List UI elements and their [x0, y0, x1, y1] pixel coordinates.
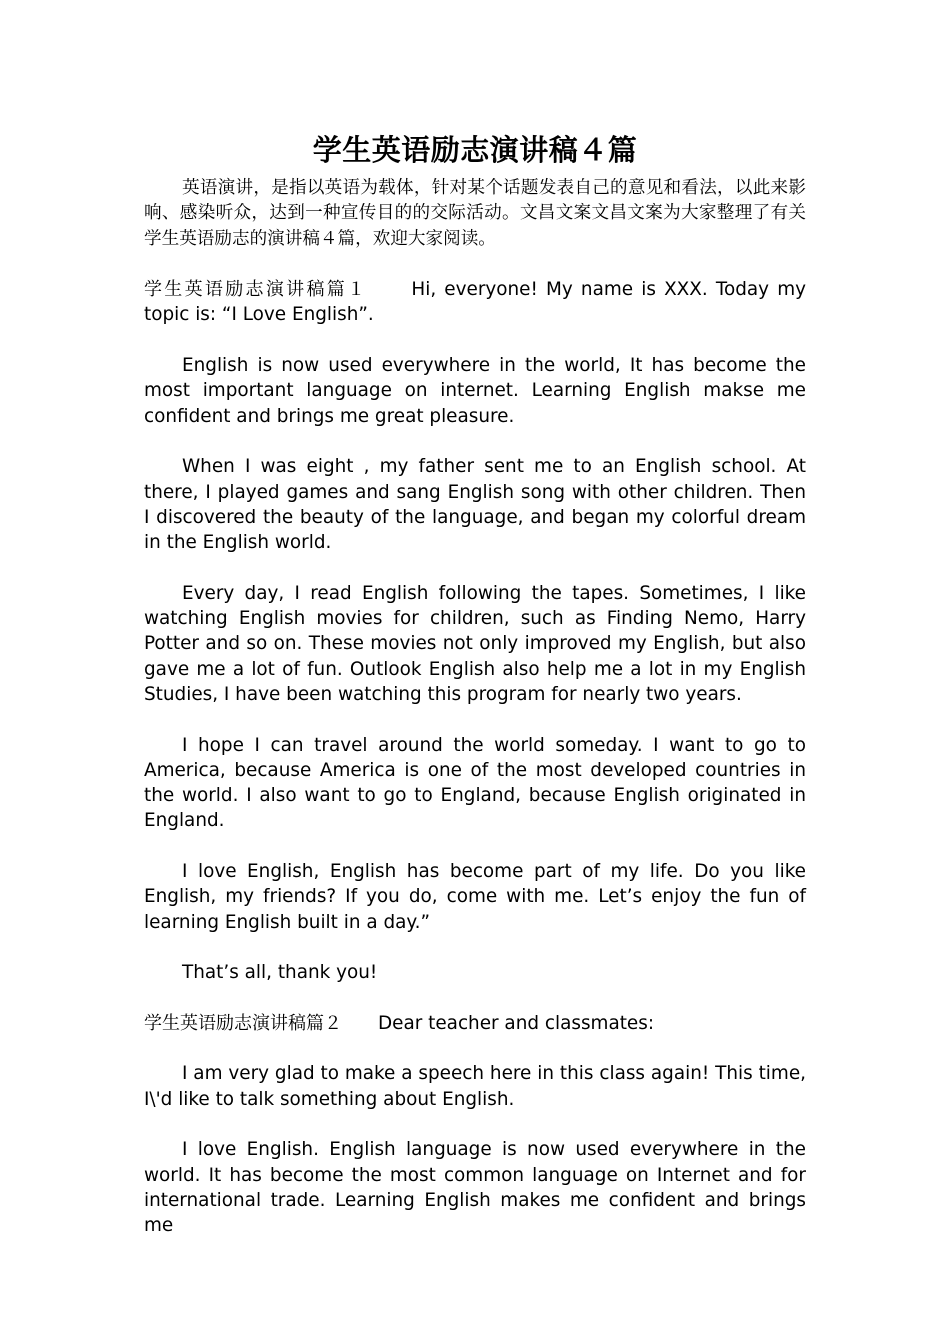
section1-paragraph-2: When I was eight , my father sent me to an English school. At there, I played games and sang English song with other children. Then I discovered the beauty of the language, and began my colorful dream in the English world. [144, 456, 806, 554]
section2-paragraph-2: I love English. English language is now used everywhere in the world. It has become the most common language on Internet and for international trade. Learning English makes me confident and brings me [144, 1139, 806, 1237]
document-title: 学生英语励志演讲稿４篇 [312, 133, 638, 167]
section1-paragraph-5: I love English, English has become part of my life. Do you like English, my friends? If you do, come with me. Let’s enjoy the fun of learning English built in a day.” [144, 861, 806, 933]
section2-paragraph-1: I am very glad to make a speech here in this class again! This time, I\'d like to talk something about English. [144, 1063, 806, 1110]
section1-paragraph-1: English is now used everywhere in the world, It has become the most important language on internet. Learning English makse me confident and brings me great pleasure. [144, 355, 806, 427]
section1-paragraph-3: Every day, I read English following the tapes. Sometimes, I like watching English movies for children, such as Finding Nemo, Harry Potter and so on. These movies not only improved my English, but also gave me a lot of fun. Outlook English also help me a lot in my English Studies, I have been watching this program for nearly two years. [144, 582, 806, 705]
section1-paragraph-6: That’s all, thank you! [182, 962, 378, 984]
document-page [144, 128, 806, 1264]
section1-paragraph-4: I hope I can travel around the world someday. I want to go to America, because America is one of the most developed countries in the world. I also want to go to England, because English originated in England. [144, 734, 806, 832]
section2-heading: 学生英语励志演讲稿篇２ [144, 1012, 342, 1034]
section1-opening-text: Hi, everyone! My name is XXX. Today my topic is: “I Love English”. [144, 279, 806, 326]
section2-opening [144, 1011, 806, 1036]
section1-heading: 学生英语励志演讲稿篇１ [144, 279, 368, 301]
section2-opening-text: Dear teacher and classmates: [378, 1012, 655, 1034]
section1-opening [144, 277, 806, 328]
intro-paragraph: 英语演讲，是指以英语为载体，针对某个话题发表自己的意见和看法，以此来影响、感染听众，达到一种宣传目的的交际活动。文昌文案文昌文案为大家整理了有关学生英语励志的演讲稿４篇，欢迎大家阅读。 [144, 178, 806, 249]
